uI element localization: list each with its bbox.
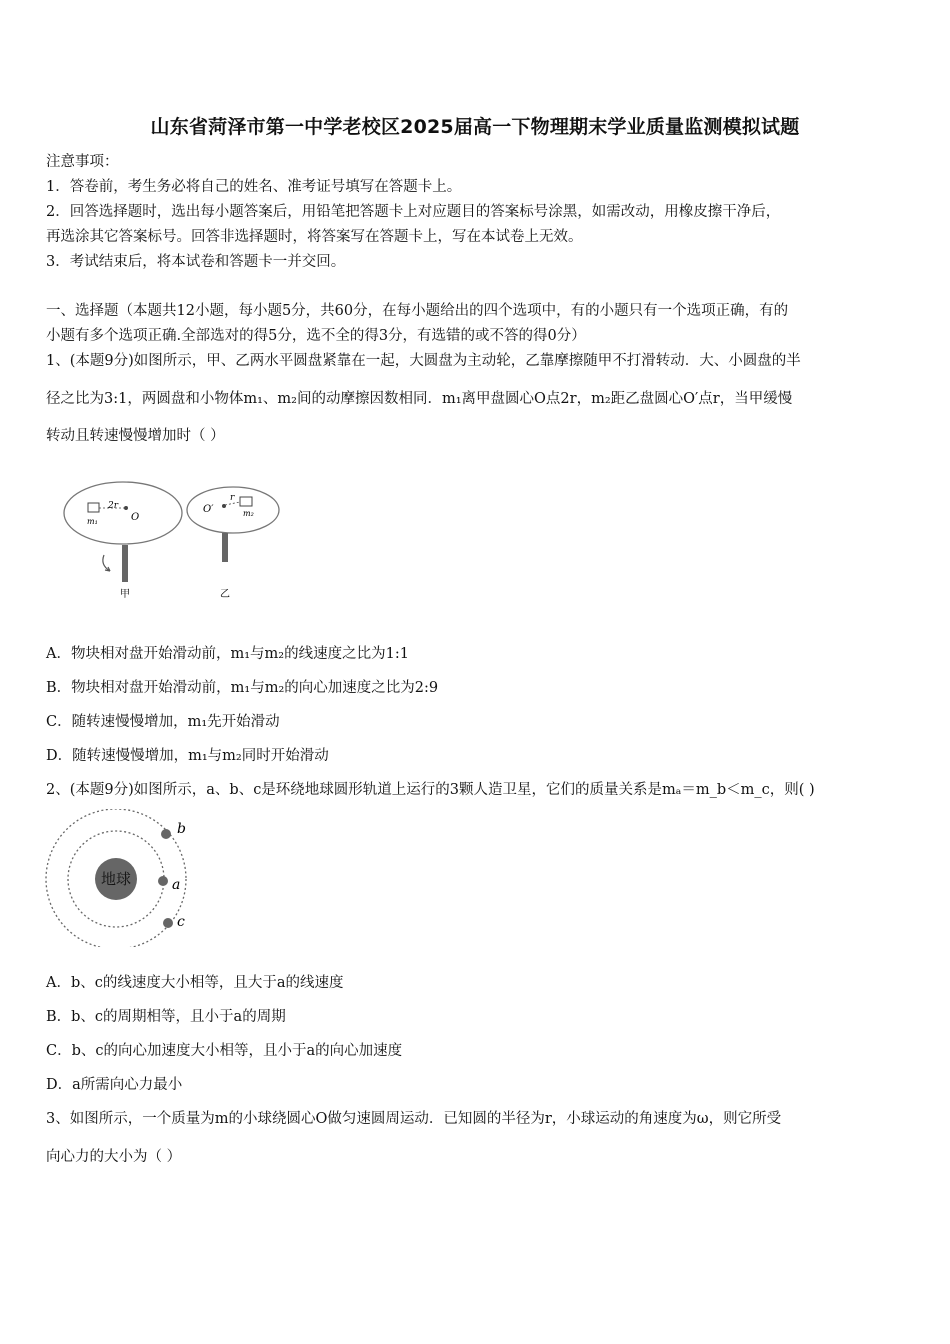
center-O-prime	[222, 504, 226, 508]
q2-option: C．b、c的向心加速度大小相等，且小于a的向心加速度	[46, 1043, 403, 1059]
label-2r: 2r	[108, 501, 119, 511]
shaft-yi	[222, 533, 228, 562]
label-O-prime: O′	[203, 504, 214, 515]
notice-heading: 注意事项：	[46, 154, 119, 170]
satellite-c	[163, 918, 173, 928]
notice-item: 1．答卷前，考生务必将自己的姓名、准考证号填写在答题卡上。	[46, 179, 462, 195]
page-title: 山东省菏泽市第一中学老校区2025届高一下物理期末学业质量监测模拟试题	[150, 116, 800, 138]
notice-item: 再选涂其它答案标号。回答非选择题时，将答案写在答题卡上，写在本试卷上无效。	[46, 229, 583, 245]
notice-item: 2．回答选择题时，选出每小题答案后，用铅笔把答题卡上对应题目的答案标号涂黑，如需改动，用橡皮擦干净后，	[46, 204, 781, 220]
label-jia: 甲	[120, 589, 130, 600]
block-m2	[240, 497, 252, 506]
q1-option: D．随转速慢慢增加，m₁与m₂同时开始滑动	[46, 748, 329, 764]
disc-jia	[64, 482, 182, 544]
q3-stem-line1: 3、如图所示，一个质量为m的小球绕圆心O做匀速圆周运动．已知圆的半径为r，小球运动的角速度为ω，则它所受	[46, 1111, 782, 1127]
label-b: b	[177, 821, 186, 837]
q2-option: A．b、c的线速度大小相等，且大于a的线速度	[46, 975, 344, 991]
section-heading-line2: 小题有多个选项正确.全部选对的得5分，选不全的得3分，有选错的或不答的得0分）	[46, 328, 586, 344]
label-r: r	[230, 493, 235, 503]
label-m1: m₁	[87, 517, 98, 526]
notice-item: 3．考试结束后，将本试卷和答题卡一并交回。	[46, 254, 346, 270]
q2-stem-line1: 2、(本题9分)如图所示，a、b、c是环绕地球圆形轨道上运行的3颗人造卫星，它们的质量关系是mₐ＝m_b＜m_c，则( )	[46, 782, 815, 798]
q2-orbit-figure	[44, 809, 194, 947]
label-O: O	[131, 512, 140, 523]
shaft-jia	[122, 545, 128, 582]
q1-stem-line2: 径之比为3:1，两圆盘和小物体m₁、m₂间的动摩擦因数相同．m₁离甲盘圆心O点2r，m₂距乙盘圆心O′点r，当甲缓慢	[46, 391, 793, 407]
q2-option: D．a所需向心力最小	[46, 1077, 183, 1093]
label-m2: m₂	[243, 509, 254, 518]
q3-stem-line2: 向心力的大小为（ ）	[46, 1149, 182, 1165]
section-heading-line1: 一、选择题（本题共12小题，每小题5分，共60分，在每小题给出的四个选项中，有的小题只有一个选项正确，有的	[46, 303, 789, 319]
q1-stem-line3: 转动且转速慢慢增加时（ ）	[46, 428, 225, 444]
center-O	[124, 506, 128, 510]
q1-option: C．随转速慢慢增加，m₁先开始滑动	[46, 714, 280, 730]
q1-stem-line1: 1、(本题9分)如图所示，甲、乙两水平圆盘紧靠在一起，大圆盘为主动轮，乙靠摩擦随甲不打滑转动．大、小圆盘的半	[46, 353, 801, 369]
block-m1	[88, 503, 99, 512]
label-c: c	[177, 914, 185, 930]
label-earth: 地球	[100, 870, 132, 888]
satellite-a	[158, 876, 168, 886]
q1-option: A．物块相对盘开始滑动前，m₁与m₂的线速度之比为1:1	[46, 646, 409, 662]
q1-option: B．物块相对盘开始滑动前，m₁与m₂的向心加速度之比为2:9	[46, 680, 439, 696]
satellite-b	[161, 829, 171, 839]
label-a: a	[172, 877, 181, 893]
q1-disc-figure	[60, 475, 285, 610]
q2-option: B．b、c的周期相等，且小于a的周期	[46, 1009, 286, 1025]
label-yi: 乙	[220, 589, 230, 600]
